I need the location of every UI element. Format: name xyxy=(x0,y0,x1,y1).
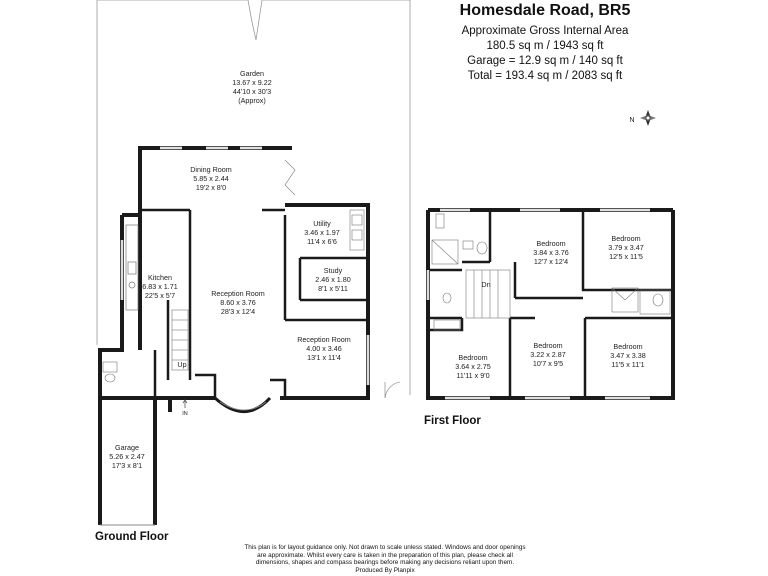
compass-label: N xyxy=(629,117,635,124)
page-title: Homesdale Road, BR5 xyxy=(459,2,631,19)
first-floor-plan xyxy=(428,210,673,398)
compass-icon xyxy=(629,110,656,126)
kitchen-counter xyxy=(126,225,138,310)
room-name: Dining Room xyxy=(190,165,232,174)
first-floor-label: First Floor xyxy=(424,415,481,427)
bathroom-fixtures xyxy=(432,214,487,330)
room-name: Bedroom xyxy=(613,342,643,351)
stairs-down-label: Dn xyxy=(481,280,491,289)
ff-room-bedroom-5 xyxy=(610,342,646,369)
disclaimer-line: are approximate. Whilst every care is taken in the preparation of this plan, please check all xyxy=(257,551,513,559)
room-imperial: 10'7 x 9'5 xyxy=(532,359,564,368)
room-name: Kitchen xyxy=(148,273,172,282)
room-study xyxy=(315,266,351,293)
room-name: Bedroom xyxy=(458,353,488,362)
room-metric: 5.26 x 2.47 xyxy=(109,452,145,461)
room-imperial: 11'5 x 11'1 xyxy=(611,360,645,369)
room-name: Reception Room xyxy=(211,289,265,298)
room-metric: 3.84 x 3.76 xyxy=(533,248,569,257)
area-total: Total = 193.4 sq m / 2083 sq ft xyxy=(467,70,623,82)
room-name: Bedroom xyxy=(536,239,566,248)
room-metric: 4.00 x 3.46 xyxy=(306,344,342,353)
room-metric: 3.46 x 1.97 xyxy=(304,228,340,237)
room-utility xyxy=(304,219,340,246)
producer-credit: Produced By Planpix xyxy=(355,566,415,574)
room-imperial: 12'5 x 11'5 xyxy=(609,252,643,261)
utility-fixtures xyxy=(350,210,364,250)
ground-floor-plan xyxy=(97,0,410,525)
ground-floor-label: Ground Floor xyxy=(95,531,169,543)
area-garage: Garage = 12.9 sq m / 140 sq ft xyxy=(467,55,623,67)
ff-stairs xyxy=(466,270,510,318)
room-name: Garden xyxy=(240,69,264,78)
area-heading: Approximate Gross Internal Area xyxy=(461,25,629,37)
room-imperial: 11'11 x 9'0 xyxy=(456,371,490,380)
room-imperial: 22'5 x 5'7 xyxy=(144,291,176,300)
wc-fixture xyxy=(103,362,117,382)
ensuite-fixtures xyxy=(612,288,670,314)
room-metric: 3.47 x 3.38 xyxy=(610,351,646,360)
room-garden xyxy=(232,69,272,105)
ff-room-bedroom-4 xyxy=(530,341,566,368)
stairs-up-label: Up xyxy=(177,360,187,369)
entrance-label: IN xyxy=(182,411,188,417)
room-imperial: 17'3 x 8'1 xyxy=(111,461,143,470)
room-name: Bedroom xyxy=(533,341,563,350)
garden-outline xyxy=(97,0,410,395)
disclaimer-line: This plan is for layout guidance only. Not drawn to scale unless stated. Windows and door openings xyxy=(244,544,526,551)
ff-room-bedroom-1 xyxy=(533,239,569,266)
disclaimer-line: dimensions, shapes and compass bearings before making any decisions reliant upon them. xyxy=(255,559,515,567)
room-reception-2 xyxy=(297,335,351,362)
room-name: Study xyxy=(323,266,343,275)
room-dining xyxy=(190,165,232,192)
room-name: Bedroom xyxy=(611,234,641,243)
room-imperial: 11'4 x 6'6 xyxy=(307,237,337,246)
room-reception-1 xyxy=(211,289,265,316)
room-metric: 13.67 x 9.22 xyxy=(232,78,272,87)
disclaimer xyxy=(200,544,570,574)
room-metric: 8.60 x 3.76 xyxy=(220,298,256,307)
room-metric: 5.85 x 2.44 xyxy=(193,174,229,183)
room-imperial: 8'1 x 5'11 xyxy=(318,284,348,293)
room-name: Reception Room xyxy=(297,335,351,344)
room-name: Garage xyxy=(115,443,139,452)
area-main: 180.5 sq m / 1943 sq ft xyxy=(486,40,604,52)
room-imperial: 12'7 x 12'4 xyxy=(533,257,569,266)
room-kitchen xyxy=(142,273,178,300)
room-name: Utility xyxy=(313,219,331,228)
room-metric: 3.22 x 2.87 xyxy=(530,350,566,359)
room-imperial: 28'3 x 12'4 xyxy=(220,307,256,316)
room-metric: 2.46 x 1.80 xyxy=(315,275,351,284)
ff-room-bedroom-2 xyxy=(608,234,644,261)
room-garage xyxy=(109,443,145,470)
room-note: (Approx) xyxy=(238,96,266,105)
entrance-marker xyxy=(183,400,187,408)
room-metric: 3.64 x 2.75 xyxy=(455,362,491,371)
ff-room-bedroom-3 xyxy=(455,353,491,380)
room-imperial: 13'1 x 11'4 xyxy=(307,353,341,362)
room-metric: 6.83 x 1.71 xyxy=(142,282,178,291)
room-metric: 3.79 x 3.47 xyxy=(608,243,644,252)
room-imperial: 44'10 x 30'3 xyxy=(232,87,272,96)
room-imperial: 19'2 x 8'0 xyxy=(195,183,227,192)
